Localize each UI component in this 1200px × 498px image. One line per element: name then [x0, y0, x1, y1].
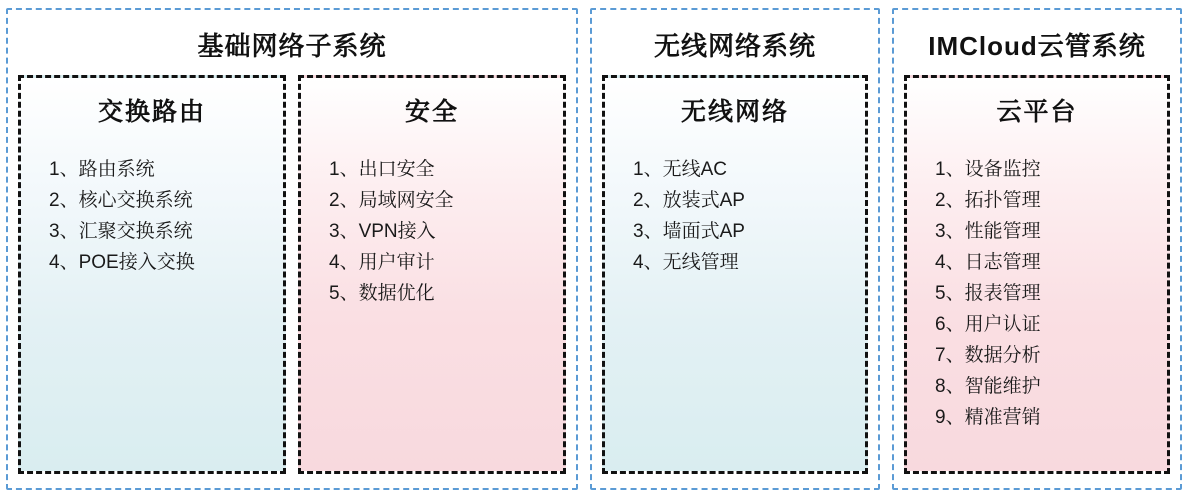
- group-title: IMCloud云管系统: [928, 31, 1146, 61]
- card-title: 无线网络: [680, 98, 789, 126]
- group-basic-network: [6, 8, 578, 490]
- card-title: 云平台: [996, 98, 1078, 126]
- card-security: [298, 75, 566, 474]
- list-item: 1、路由系统: [49, 159, 155, 180]
- card-item-list: [615, 154, 855, 278]
- list-item: 3、墙面式AP: [633, 221, 745, 242]
- list-item: 4、用户审计: [329, 252, 435, 273]
- list-item: 1、出口安全: [329, 159, 435, 180]
- list-item: 2、局域网安全: [329, 190, 454, 211]
- group-title: 基础网络子系统: [197, 31, 387, 61]
- card-title: 交换路由: [97, 98, 206, 126]
- list-item: 8、智能维护: [935, 376, 1041, 397]
- group-wireless-network: [590, 8, 880, 490]
- group-title: 无线网络系统: [653, 31, 816, 61]
- list-item: 4、日志管理: [935, 252, 1041, 273]
- list-item: 7、数据分析: [935, 345, 1041, 366]
- card-item-list: [311, 154, 553, 309]
- list-item: 4、无线管理: [633, 252, 739, 273]
- group-imcloud-management: [892, 8, 1182, 490]
- list-item: 2、放装式AP: [633, 190, 745, 211]
- list-item: 2、核心交换系统: [49, 190, 193, 211]
- list-item: 3、汇聚交换系统: [49, 221, 193, 242]
- list-item: 3、VPN接入: [329, 221, 436, 242]
- list-item: 2、拓扑管理: [935, 190, 1041, 211]
- list-item: 5、报表管理: [935, 283, 1041, 304]
- card-title: 安全: [404, 98, 459, 126]
- card-item-list: [917, 154, 1157, 433]
- card-wireless-network: [602, 75, 868, 474]
- card-switching-routing: [18, 75, 286, 474]
- group-body: [602, 75, 868, 474]
- group-body: [904, 75, 1170, 474]
- list-item: 1、无线AC: [633, 159, 727, 180]
- card-item-list: [31, 154, 273, 278]
- card-cloud-platform: [904, 75, 1170, 474]
- list-item: 1、设备监控: [935, 159, 1041, 180]
- list-item: 6、用户认证: [935, 314, 1041, 335]
- list-item: 4、POE接入交换: [49, 252, 195, 273]
- list-item: 5、数据优化: [329, 283, 435, 304]
- group-body: [18, 75, 566, 474]
- list-item: 9、精准营销: [935, 407, 1041, 428]
- list-item: 3、性能管理: [935, 221, 1041, 242]
